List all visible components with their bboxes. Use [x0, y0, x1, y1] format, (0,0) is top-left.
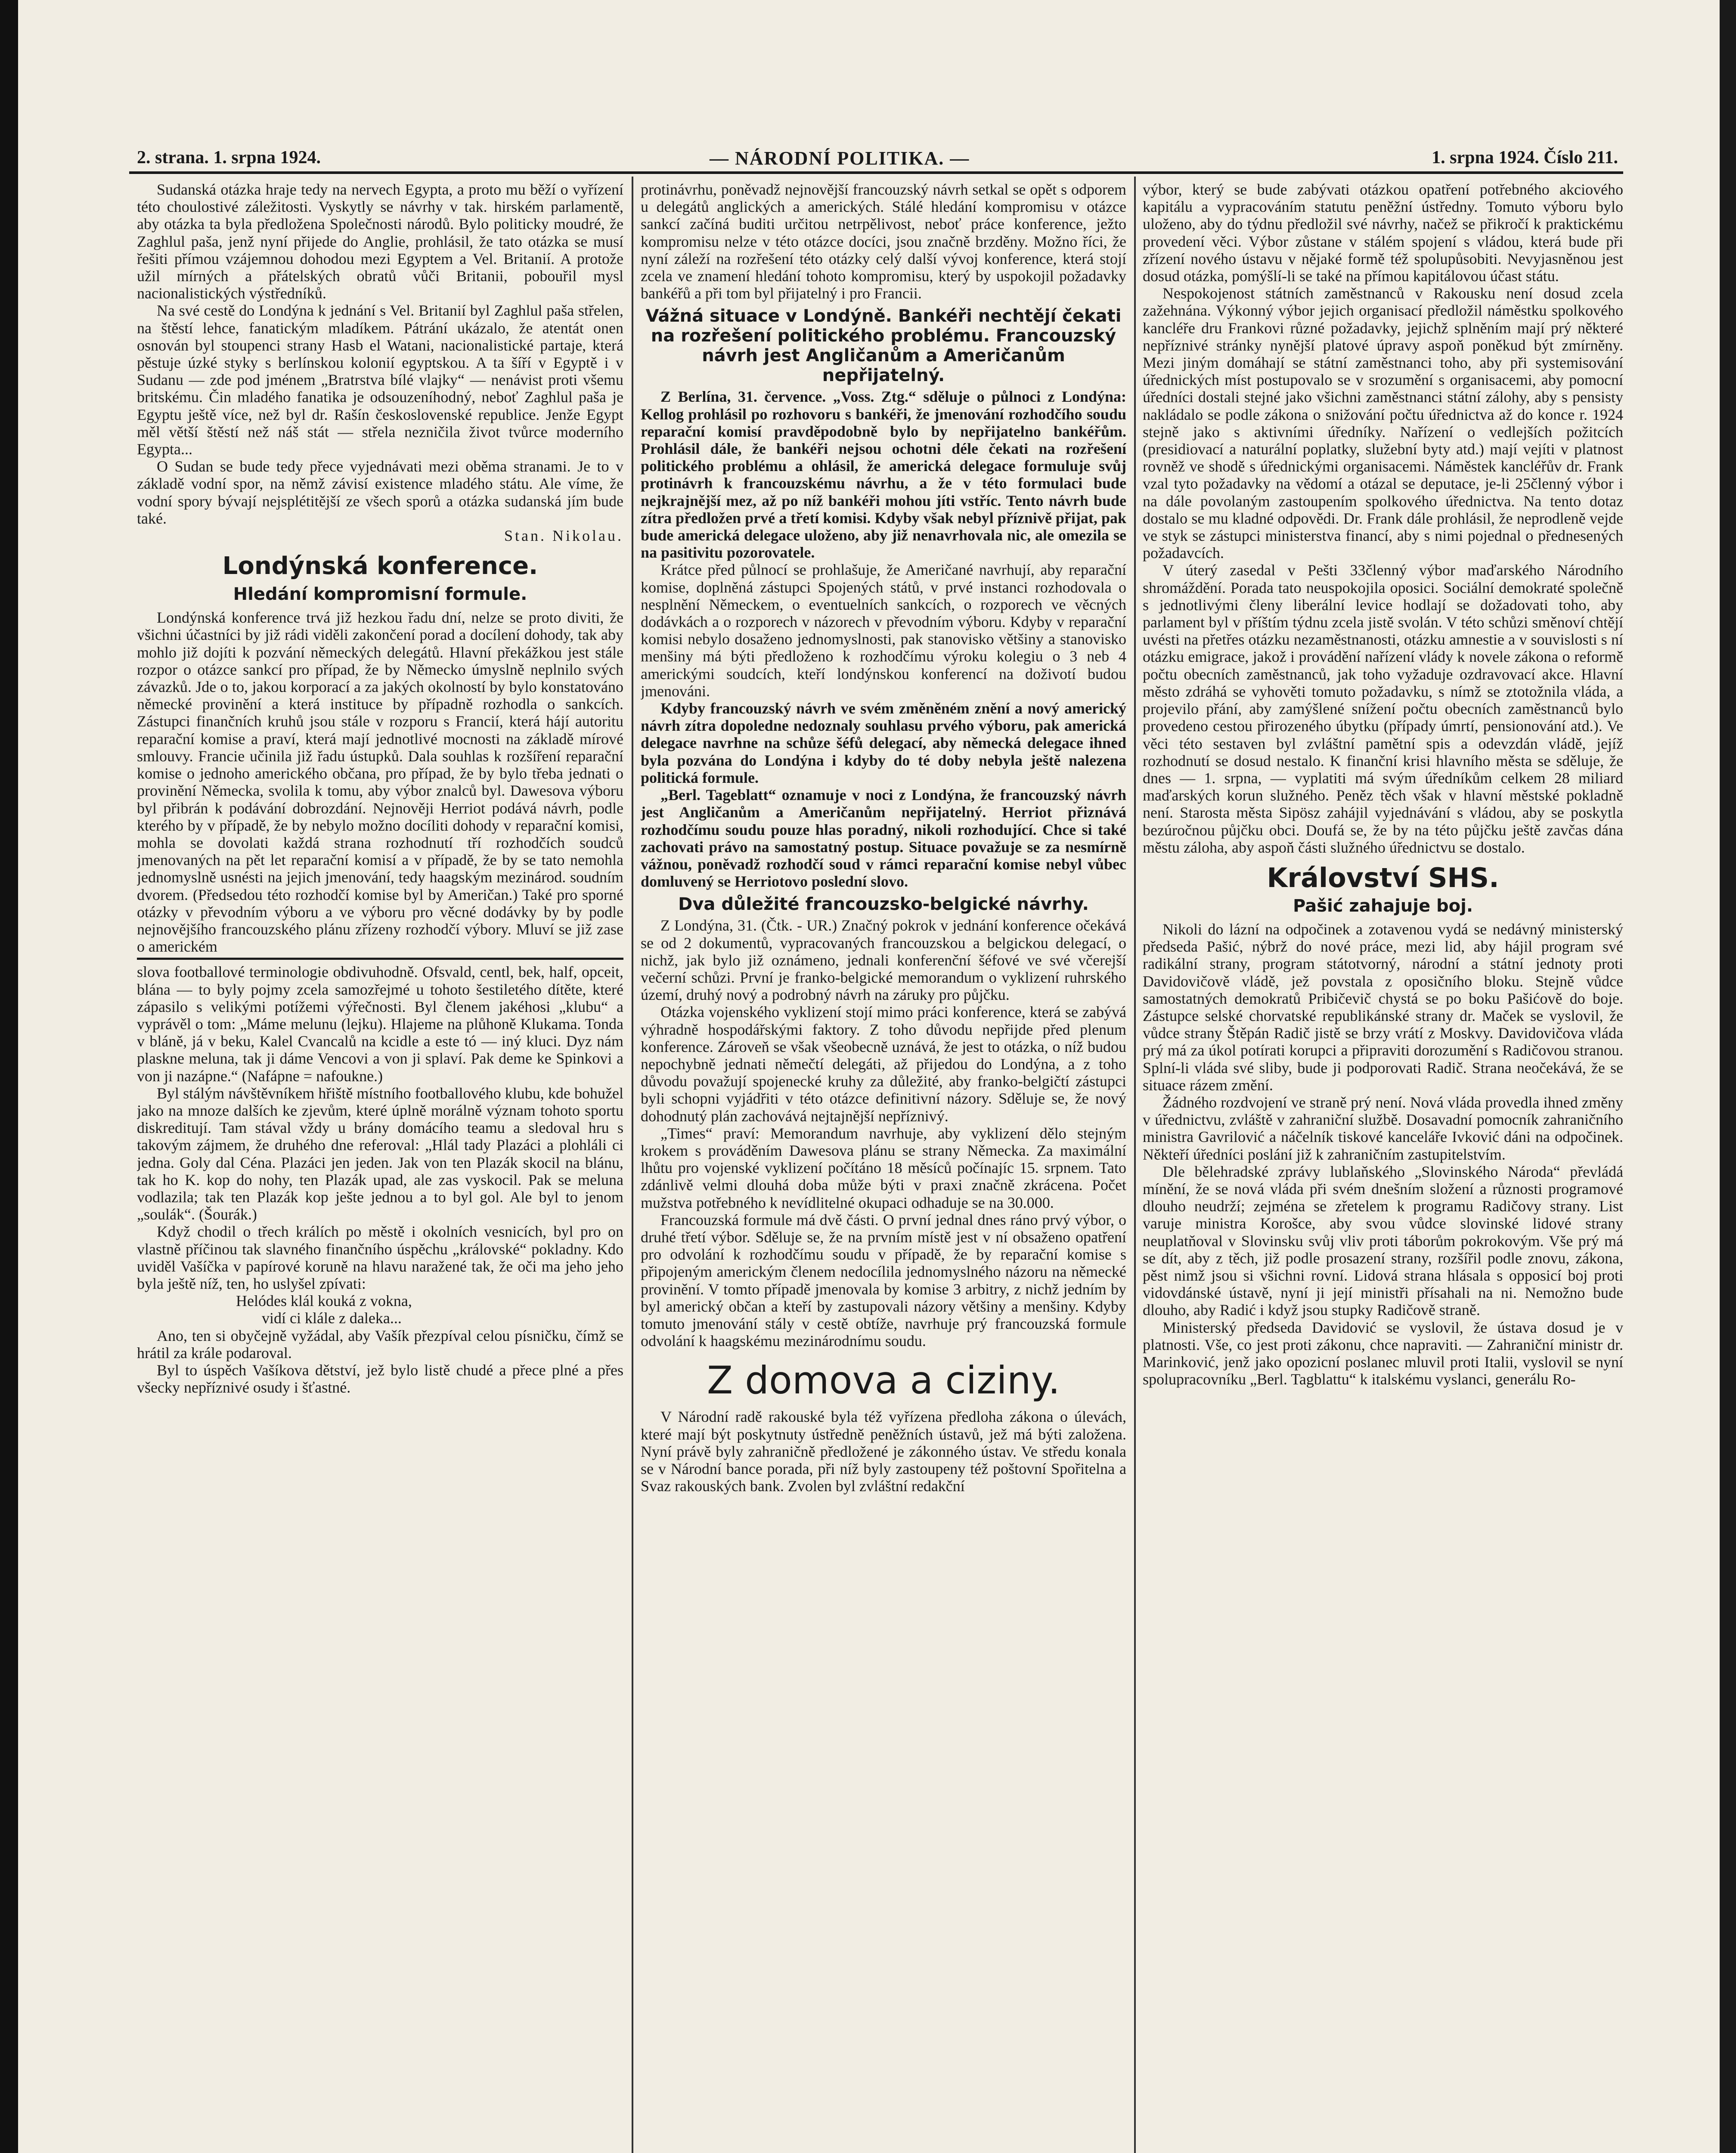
- article-paragraph: „Berl. Tageblatt“ oznamuje v noci z Londýna, že francouzský návrh jest Angličanům a Američanům nepřijatelný. Herriot přiznává rozhodčímu soudu pouze hlas poradný, nikoli rozhodující. Chce si také zachovati právo na samostatný postup. Situace považuje se za nesmírně vážnou, poněvadž rozhodčí soud v rámci reparační komise nebyl vůbec domluvený se Herriotovo poslední slovo.: [641, 786, 1126, 890]
- article-paragraph: O Sudan se bude tedy přece vyjednávati mezi oběma stranami. Je to v základě vodní spor, na němž závisí existence mladého státu. Ale víme, že vodní spory bývají nejsplétitější ze všech sporů a otázka sudanská jím bude také.: [137, 458, 623, 527]
- article-paragraph: Z Londýna, 31. (Čtk. - UR.) Značný pokrok v jednání konference očekává se od 2 dokumentů, vypracovaných francouzskou a belgickou delegací, o nichž, jak bylo již oznámeno, jednali konferenční šéfové ve své včerejší večerní schůzi. První je franko-belgické memorandum o vyklizení ruhrského území, druhý nový a podrobný návrh na záruky pro půjčku.: [641, 917, 1126, 1004]
- headline-london-conference: Londýnská konference.: [222, 552, 538, 580]
- column-rule-1: [632, 177, 633, 2153]
- article-paragraph: Francouzská formule má dvě části. O první jednal dnes ráno prvý výbor, o druhé třetí výbor. Sděluje se, že na prvním místě jest v ní obsaženo opatření pro odvolání k rozhodčímu soudu v případě, že by reparační komise s připojeným americkým členem nedocílila jednomyslného názoru na německé provinění. V tomto případě jmenovala by komise 3 arbitry, z nichž jedním by byl americký občan a kteří by zastupovali názory většiny a menšiny. Kdyby tomuto jmenování stály v cestě obtíže, navrhuje prý francouzská formule odvolání k haagskému mezinárodnímu soudu.: [641, 1211, 1126, 1350]
- feuilleton-paragraph: Když chodil o třech králích po městě i okolních vesnicích, byl pro on vlastně příčinou tak slavného finančního úspěchu „královské“ pokladny. Kdo uviděl Vašíčka v papírové koruně na hlavu naražené tak, že oči ma jeho jeho byla ještě níž, ten, ho uslyšel zpívati:: [137, 1223, 623, 1292]
- verse-line: Helódes klál kouká z vokna,: [236, 1292, 412, 1310]
- article-paragraph: Kdyby francouzský návrh ve svém změněném znění a nový americký návrh zítra dopoledne nedoznaly souhlasu prvého výboru, pak americká delegace navrhne na schůze šéfů delegací, aby německá delegace ihned byla pozvána do Londýna i kdyby do té doby nebyla ještě nalezena politická formule.: [641, 700, 1126, 786]
- subhead-compromise-formula: Hledání kompromisní formule.: [233, 584, 527, 605]
- header-page-date: 2. strana. 1. srpna 1924.: [137, 148, 321, 168]
- article-paragraph: Nespokojenost státních zaměstnanců v Rakousku není dosud zcela zažehnána. Výkonný výbor jejich organisací předložil náměstku spolkového kancléře dru Frankovi různé požadavky, jejichž splněním mají prý některé nepříznivé stránky nynější platové úpravy aspoň poněkud být zmírněny. Mezi jiným domáhají se státní zaměstnanci toho, aby při systemisování úřednických míst postupovalo se v srozumění s organisacemi, aby pomocní úředníci dostali stejné jako všichni zaměstnanci státní zálohy, aby s pensisty nakládalo se podle zákona o snižování počtu úřednictva až do konce r. 1924 stejně jako s aktivními úředníky. Nařízení o vedlejších požitcích (presidiovací a naturální poplatky, služební byty atd.) mají vejíti v platnost rovněž ve shodě s úřednickými organisacemi. Náměstek kancléřův dr. Frank vzal tyto požadavky na vědomí a otázal se deputace, je-li 25členný výbor i na dále povolaným zastoupením spolkového úřednictva. Na tento dotaz dostalo se mu kladné odpovědi. Dr. Frank dále prohlásil, že neprodleně vejde ve styk se zástupci ministerstva financí, aby s nimi pojednal o přednesených požadavcích.: [1143, 285, 1623, 562]
- column-2: [641, 181, 1126, 2153]
- column-1: [137, 181, 623, 2153]
- article-paragraph: Ministerský předseda Davidović se vyslovil, že ústava dosud je v platnosti. Vše, co jest proti zákonu, chce napraviti. — Zahraniční ministr dr. Marinković, jenž jako opozicní poslanec mluvil proti Italii, vyslovil se nyní spolupracovníku „Berl. Tagblattu“ k italskému vyslanci, generálu Ro-: [1143, 1318, 1623, 1388]
- article-paragraph: V úterý zasedal v Pešti 33členný výbor maďarského Národního shromáždění. Porada tato neuspokojila oposici. Sociální demokraté společně s jednotlivými členy liberální levice hodlají se dožadovati toho, aby parlament byl v příštím týdnu zcela jistě svolán. V této schůzi směnoví chtějí uvésti na přetřes otázku nezaměstnanosti, otázku amnestie a v souvislosti s ní otázku emigrace, jakož i provádění nařízení vlády k novele zákona o reformě počtu obecních zaměstnanců, jak toho vyžaduje ozdravovací akce. Hlavní město zdráhá se vyhověti tomuto požadavku, s nímž se ztotožnila vláda, a projevilo přání, aby zamýšlené snížení počtu obecních zaměstnanců bylo provedeno cestou přirozeného úbytku (případy úmrtí, pensionování atd.). Ve věci této sestaven byl zvláštní pamětní spis a odevzdán vládě, jejíž rozhodnutí se dosud nestalo. K finanční krisi hlavního města se sděluje, že dnes — 1. srpna, — vyplatiti má svým úředníkům celkem 28 miliard maďarských korun služného. Peněz těch však v hlavní městské pokladně není. Starosta města Sipösz zahájil vyjednávání s vládou, aby se poskytla bezúročnou půjčku obci. Doufá se, že by na této půjčku ještě zavčas dána městu záloha, aby aspoň části služného úřednictvu se dostalo.: [1143, 562, 1623, 856]
- article-paragraph: Krátce před půlnocí se prohlašuje, že Američané navrhují, aby reparační komise, doplněná zástupci Spojených států, v prvé instanci rozhodovala o nesplnění Německem, o eventuelních sankcích, o rozporech ve věcných dodávkách a o rozporech v názorech v převodním výboru. Kdyby v reparační komisi nebylo dosaženo jednomyslnosti, pak stanovisko většiny a stanovisko menšiny má býti předloženo k rozhodčímu výroku kolegiu o 3 neb 4 americkými soudcích, kteří londýnskou konferencí na doživotí budou jmenováni.: [641, 561, 1126, 700]
- article-paragraph: Žádného rozdvojení ve straně prý není. Nová vláda provedla ihned změny v úřednictvu, zvláště v zahraniční službě. Dosavadní pomocník zahraničního ministra Gavrilović a náčelník tiskové kanceláře Ivković dáni na odpočinek. Někteří úředníci poslání již k zahraničním zastupitelstvím.: [1143, 1093, 1623, 1163]
- subhead-pasic: Pašić zahajuje boj.: [1293, 896, 1473, 916]
- column-3: [1143, 181, 1623, 2153]
- article-paragraph: Z Berlína, 31. července. „Voss. Ztg.“ sděluje o půlnoci z Londýna: Kellog prohlásil po rozhovoru s bankéři, že jmenování rozhodčího soudu reparační komisí pravděpodobně bylo by nepřijatelno bankéřům. Prohlásil dále, že bankéři nejsou ochotni déle čekati na rozřešení politického problému a ohlásil, že americká delegace formuluje svůj protinávrh k francouzskému návrhu, a že v této formulaci bude nejkrajnější mez, až po níž bankéři mohou jíti vstříc. Tento návrh bude zítra předložen prvé a třetí komisi. Kdyby však nebyl příznivě přijat, pak bude americká delegace uloženo, aby již nenavrhovala nic, ale omezila se na pasitivitu pozorovatele.: [641, 388, 1126, 562]
- article-paragraph: protinávrhu, poněvadž nejnovější francouzský návrh setkal se opět s odporem u delegátů anglických a amerických. Stálé hledání kompromisu v otázce sankcí začíná buditi určitou netrpělivost, neboť práce konference, ježto kompromisu nelze v této otázce docíci, jsou značně brzděny. Možno říci, že nyní záleží na rozřešení této otázky celý další vývoj konference, která stojí zcela ve znamení hledání tohoto kompromisu, který by uspokojil požadavky bankéřů a při tom byl přijatelný i pro Francii.: [641, 181, 1126, 302]
- article-paragraph: Sudanská otázka hraje tedy na nervech Egypta, a proto mu běží o vyřízení této choulostivé záležitosti. Vyskytly se návrhy v tak. hirském parlamentě, aby otázka ta byla předložena Společnosti národů. Bylo politicky moudré, že Zaghlul paša, jenž nyní přijede do Anglie, prohlásil, že tato otázka se musí řešiti přímou vzájemnou dohodou mezi Egyptem a Vel. Britanií. A protože užil mírných a přátelských obratů vůči Britanii, pobouřil mysl nacionalistických výstředníků.: [137, 181, 623, 302]
- header-masthead: — NÁRODNÍ POLITIKA. —: [710, 148, 970, 169]
- verse-line: vidí ci klále z daleka...: [262, 1309, 402, 1327]
- feuilleton-paragraph: Byl to úspěch Vašíkova dětství, jež bylo listě chudé a přece plné a přes všecky nepříznivé osudy i šťastné.: [137, 1362, 623, 1396]
- article-paragraph: „Times“ praví: Memorandum navrhuje, aby vyklizení dělo stejným krokem s prováděním Dawesova plánu se strany Německa. Za maximální lhůtu pro vojenské vyklizení počítáno 18 měsíců počínajíc 15. srpnem. Tato zdánlivě velmi dlouhá doba může býti v praxi značně zkrácena. Počet mužstva potřebného k nevídlitelné okupaci odhaduje se na 30.000.: [641, 1124, 1126, 1211]
- headline-home-and-abroad: Z domova a ciziny.: [707, 1358, 1060, 1403]
- article-paragraph: Dle bělehradské zprávy lublaňského „Slovinského Národa“ převládá mínění, že se nová vláda při svém dnešním složení a různosti programové dlouho neudrží; zejména se zřetelem k programu Radičovy strany. List varuje ministra Korošce, aby svou vůdce slovinské lidové strany neuplatňoval v Slovinsku svůj vliv proti táborům pokrokovým. Vše prý má se dít, aby z těch, již podle prosazení strany, rozšířil podle znovu, zákona, pěst nimž jsou si všichni rovní. Lidová strana hlásala s opposicí boj proti vidovdánské ústavě, nyní ji její ministři přísahali na ni. Nemožno bude dlouho, aby Radić i když jsou stupky Radičově straně.: [1143, 1163, 1623, 1319]
- article-paragraph: výbor, který se bude zabývati otázkou opatření potřebného akciového kapitálu a vypracováním statutu peněžní ústředny. Tomuto výboru bylo uloženo, aby do týdnu předložil své návrhy, načež se přikročí k praktickému provedení věci. Výbor zůstane v stálém spojení s vládou, která bude při zřízení nového ústavu v nějaké formě též spolupůsobiti. Nevyjasněnou jest dosud otázka, pomýšlí-li se také na přímou kapitálovou účast státu.: [1143, 181, 1623, 285]
- feuilleton-paragraph: Byl stálým návštěvníkem hřiště místního footballového klubu, kde bohužel jako na mnoze dalších ke zjevům, které úplně morálně význam tohoto sportu diskreditují. Tam stával vždy u brány domácího teamu a sledoval hru s takovým zájmem, že druhého dne referoval: „Hlál tady Plazáci a plohláli ci jedna. Goly dal Céna. Plazáci jen jeden. Jak von ten Plazák skocil na blánu, tak ho K. kop do nohy, ten Plazák upad, ale zas vyskocil. Pak se meluna vodlazila; tak ten Plazák kop ješte jednou a to byl gol. Ale byl to jenom „soulák“. (Šourák.): [137, 1084, 623, 1223]
- page-header: [137, 147, 1618, 169]
- subhead-franco-belgian-proposals: Dva důležité francouzsko-belgické návrhy.: [678, 894, 1089, 915]
- article-signature: Stan. Nikolau.: [504, 527, 623, 545]
- article-paragraph: Otázka vojenského vyklizení stojí mimo práci konference, která se zabývá výhradně hospodářskými faktory. Z toho důvodu nepřijde před plenum konference. Zároveň se však všeobecně uznává, že jest to otázka, o níž budou nepochybně jednati němečtí delegáti, až přijedou do Londýna, a z toho důvodu považují spojenecké kruhy za důležité, aby franko-belgičtí zástupci byli schopni vyjádřiti v této otázce definitivní názory. Sděluje se, že nový dohodnutý plán zachovává nejtajnější nepříznivý.: [641, 1003, 1126, 1125]
- article-paragraph: Londýnská konference trvá již hezkou řadu dní, nelze se proto diviti, že všichni účastníci by již rádi viděli zakončení porad a docílení dohody, tak aby mohlo již dojíti k pozvání německých delegátů. Hlavní překážkou jest stále rozpor o otázce sankcí pro případ, že by Německo úmyslně neplnilo svých závazků. Jde o to, jakou korporací a za jakých okolností by bylo konstatováno německé provinění a která instituce by případně rozhodla o sankcích. Zástupci finančních kruhů jsou stále v rozporu s Francií, která hájí autoritu reparační komise a praví, která mají jednotlivé mocnosti na základě mírové smlouvy. Francie učinila již řadu ústupků. Dala souhlas k rozšíření reparační komise o jednoho amerického občana, pro případ, že by bylo třeba jednati o provinění Německa, svolila k tomu, aby výbor znalců byl. Dawesova výboru byl přibrán k podávání dobrozdání. Nejnověji Herriot podává návrh, podle kterého by v případě, že by nebylo možno docíliti dohody v reparační komisi, mohla se dovolati každá strana rozhodnutí tří rozhodčích soudců jmenovaných na pět let reparační komisí a v případě, že by se tato nemohla jednomyslně usnésti na jejich jmenování, tedy haagským mezinárod. soudním dvorem. (Předsedou této rozhodčí komise byl by Američan.) Také pro sporné otázky v převodním výboru a ve výboru pro věcné dodávky by by podle nejnovějšího francouzského plánu zřízeny rozhodčí výbory. Mluví se již zase o americkém: [137, 609, 623, 956]
- header-issue-number: 1. srpna 1924. Číslo 211.: [1432, 148, 1618, 168]
- feuilleton-paragraph: slova footballové terminologie obdivuhodně. Ofsvald, centl, bek, half, opceit, blána — to byly pojmy zcela samozřejmé u tohoto šestiletého dítěte, které zápasilo s velikými potížemi výřečnosti. Byl členem jakéhosi „klubu“ a vyprávěl o tom: „Máme melunu (lejku). Hlajeme na plůhoně Klukama. Tonda v bláně, já v beku, Kalel Cvancalů na kcidle a este tó — iný kluci. Dyz nám plaskne meluna, tak ji dáme Vencovi a von ji splaví. Pak deme ke Spinkovi a von ji nazápne.“ (Nafápne = nafoukne.): [137, 963, 623, 1085]
- scan-edge-left: [0, 0, 18, 2153]
- scan-edge-right: [1720, 0, 1736, 2153]
- article-paragraph: Na své cestě do Londýna k jednání s Vel. Britanií byl Zaghlul paša střelen, na štěstí lehce, fanatickým mladíkem. Pátrání ukázalo, že atentát onen osnován byl stoupenci strany Hasb el Watani, nacionalistické partaje, která pěstuje úzké styky s berlínskou kolonií egyptskou. A ta šíří v Egyptě i v Sudanu — zde pod jménem „Bratrstva bílé vlajky“ — nenávist proti všemu britskému. Čin mladého fanatika je odsouzeníhodný, neboť Zaghlul paša je Egyptu ještě více, než byl dr. Rašín československé republice. Jenže Egypt měl větší štěstí než náš stát — střela nezničila život tvůrce moderního Egypta...: [137, 302, 623, 458]
- article-paragraph: V Národní radě rakouské byla též vyřízena předloha zákona o úlevách, které mají být poskytnuty ústředně peněžních ústavů, jež má býti založena. Nyní právě byly zahraničně předložené je zákonného ústav. Ve středu konala se v Národní bance porada, při níž byly zastoupeny též poštovní Spořitelna a Svaz rakouských bank. Zvolen byl zvláštní redakční: [641, 1408, 1126, 1495]
- feuilleton-paragraph: Ano, ten si obyčejně vyžádal, aby Vašík přezpíval celou písničku, čímž se hrátil za krále podaroval.: [137, 1327, 623, 1362]
- article-paragraph: Nikoli do lázní na odpočinek a zotavenou vydá se nedávný ministerský předseda Pašić, nýbrž do nové práce, mezi lid, aby hájil program své radikální strany, program státotvorný, národní a státní jednoty proti Davidovičově vládě, jež povstala z oposičního bloku. Stejně vůdce samostatných demokratů Pribičevič chystá se po boku Pašićově do boje. Zástupce selské chorvatské republikánské strany dr. Maček se vyslovil, že vůdce strany Štěpán Radič jistě se brzy vrátí z Moskvy. Davidovičova vláda prý má za úkol potírati korupci a připraviti dorozumění s Radičovou stranou. Splní-li vláda své sliby, bude ji podporovati Radič. Strana neočekává, že se situace rázem změní.: [1143, 920, 1623, 1094]
- header-rule: [129, 171, 1623, 174]
- headline-kingdom-shs: Království SHS.: [1267, 862, 1499, 893]
- subhead-london-situation: Vážná situace v Londýně. Bankéři nechtějí čekati na rozřešení politického problému. Francouzský návrh jest Angličanům a Američanům nepřijatelný.: [645, 306, 1122, 386]
- feuilleton-divider: [137, 958, 623, 960]
- column-rule-2: [1134, 177, 1136, 2153]
